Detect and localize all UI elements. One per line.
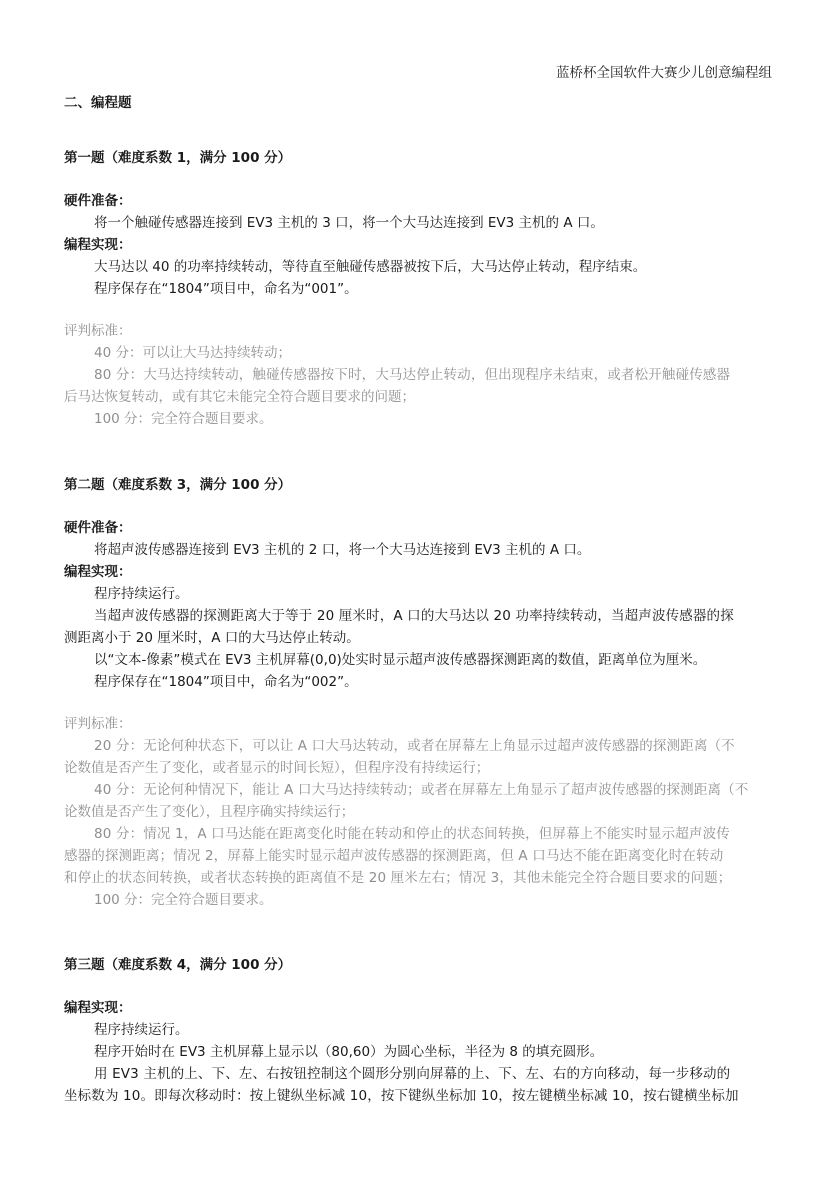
q1-impl-line: 程序保存在“1804”项目中，命名为“001”。 (94, 281, 358, 297)
q1-impl-heading: 编程实现： (64, 237, 132, 253)
q2-criteria-line: 40 分：无论何种情况下，能让 A 口大马达持续转动；或者在屏幕左上角显示了超声波传感器的探测距离（不 (94, 782, 749, 798)
q3-impl-line: 程序开始时在 EV3 主机屏幕上显示以（80,60）为圆心坐标，半径为 8 的填充圆形。 (94, 1044, 604, 1060)
q2-criteria-line: 感器的探测距离；情况 2，屏幕上能实时显示超声波传感器的探测距离，但 A 口马达不能在距离变化时在转动 (64, 848, 724, 864)
q2-impl-line: 程序保存在“1804”项目中，命名为“002”。 (94, 674, 358, 690)
section-title: 二、编程题 (64, 95, 132, 111)
q2-criteria-line: 100 分：完全符合题目要求。 (94, 892, 273, 908)
q1-criteria-line: 100 分：完全符合题目要求。 (94, 411, 273, 427)
q3-impl-line: 用 EV3 主机的上、下、左、右按钮控制这个圆形分别向屏幕的上、下、左、右的方向移动，每一步移动的 (94, 1066, 731, 1082)
q1-criteria-line: 40 分：可以让大马达持续转动； (94, 345, 291, 361)
q2-criteria-line: 论数值是否产生了变化），且程序确实持续运行； (64, 804, 355, 820)
q1-criteria-heading: 评判标准： (64, 323, 132, 339)
q2-impl-line: 以“文本-像素”模式在 EV3 主机屏幕(0,0)处实时显示超声波传感器探测距离的数值，距离单位为厘米。 (94, 652, 707, 668)
q2-hardware-heading: 硬件准备： (64, 520, 132, 536)
q2-title: 第二题（难度系数 3，满分 100 分） (64, 477, 292, 493)
q3-impl-line: 程序持续运行。 (94, 1022, 189, 1038)
q3-impl-heading: 编程实现： (64, 1000, 132, 1016)
q2-criteria-line: 论数值是否产生了变化，或者显示的时间长短），但程序没有持续运行； (64, 760, 490, 776)
q2-impl-heading: 编程实现： (64, 564, 132, 580)
q2-impl-line: 当超声波传感器的探测距离大于等于 20 厘米时，A 口的大马达以 20 功率持续转动，当超声波传感器的探 (94, 608, 734, 624)
q2-impl-line: 测距离小于 20 厘米时，A 口的大马达停止转动。 (64, 630, 360, 646)
q3-impl-line: 坐标数为 10。即每次移动时：按上键纵坐标减 10，按下键纵坐标加 10，按左键横坐标减 10，按右键横坐标加 (64, 1088, 739, 1104)
q1-criteria-line: 后马达恢复转动，或有其它未能完全符合题目要求的问题； (64, 389, 415, 405)
q1-title: 第一题（难度系数 1，满分 100 分） (64, 150, 292, 166)
q2-criteria-line: 和停止的状态间转换，或者状态转换的距离值不是 20 厘米左右；情况 3，其他未能完全符合题目要求的问题； (64, 870, 732, 886)
q1-hardware-heading: 硬件准备： (64, 193, 132, 209)
q2-criteria-heading: 评判标准： (64, 716, 132, 732)
q3-title: 第三题（难度系数 4，满分 100 分） (64, 957, 292, 973)
q2-criteria-line: 20 分：无论何种状态下，可以让 A 口大马达转动，或者在屏幕左上角显示过超声波传感器的探测距离（不 (94, 738, 735, 754)
header-organization: 蓝桥杯全国软件大赛少儿创意编程组 (556, 65, 772, 81)
q2-criteria-line: 80 分：情况 1，A 口马达能在距离变化时能在转动和停止的状态间转换，但屏幕上不能实时显示超声波传 (94, 826, 730, 842)
q1-criteria-line: 80 分：大马达持续转动，触碰传感器按下时，大马达停止转动，但出现程序未结束，或者松开触碰传感器 (94, 367, 731, 383)
q1-impl-line: 大马达以 40 的功率持续转动，等待直至触碰传感器被按下后，大马达停止转动，程序结束。 (94, 259, 647, 275)
q1-hardware-text: 将一个触碰传感器连接到 EV3 主机的 3 口，将一个大马达连接到 EV3 主机的 A 口。 (94, 215, 604, 231)
q2-hardware-text: 将超声波传感器连接到 EV3 主机的 2 口，将一个大马达连接到 EV3 主机的 A 口。 (94, 542, 591, 558)
q2-impl-line: 程序持续运行。 (94, 586, 189, 602)
